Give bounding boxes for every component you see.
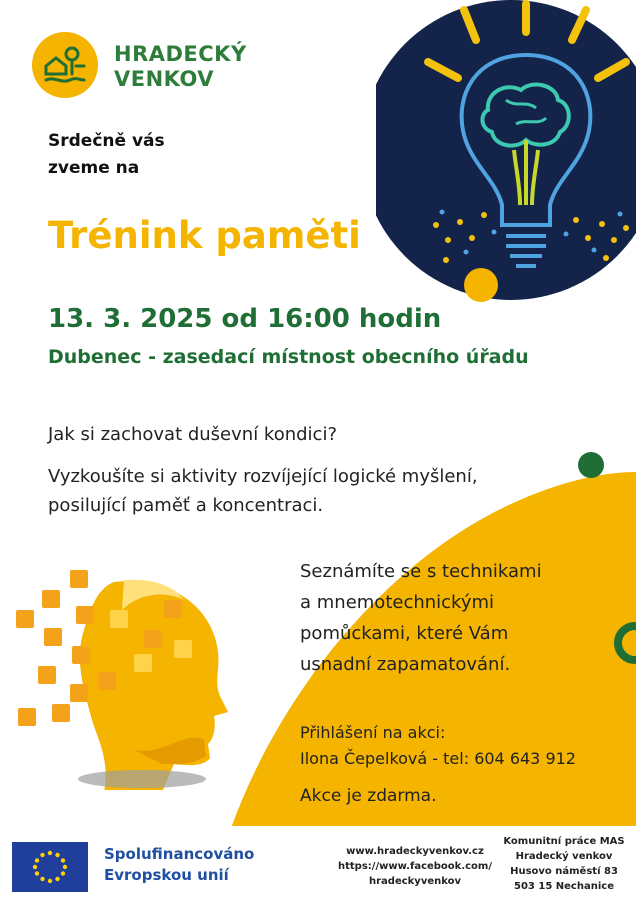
address-line-1: Komunitní práce MAS [503, 836, 625, 847]
address-line-2: Hradecký venkov [515, 851, 613, 862]
lightbulb-brain-illustration [376, 0, 636, 310]
eu-flag-icon [12, 842, 88, 892]
techniques-line-4: usnadní zapamatování. [300, 654, 511, 675]
web-links [330, 844, 500, 889]
body-text [48, 462, 568, 520]
head-pixel-illustration [14, 560, 244, 790]
contact-address [494, 834, 634, 894]
intro-text [48, 128, 165, 182]
facebook-link-handle[interactable]: hradeckyvenkov [368, 876, 462, 887]
event-date-time: 13. 3. 2025 od 16:00 hodin [48, 304, 442, 334]
eu-cofinanced-text [104, 844, 254, 886]
free-entry-text: Akce je zdarma. [300, 786, 437, 806]
address-line-4: 503 15 Nechanice [514, 881, 614, 892]
intro-line-2: zveme na [48, 158, 140, 178]
yellow-dot [464, 268, 498, 302]
body-line-2: posilující paměť a koncentraci. [48, 495, 324, 516]
facebook-link[interactable]: https://www.facebook.com/ [338, 861, 492, 872]
techniques-line-2: a mnemotechnickými [300, 592, 495, 613]
techniques-line-1: Seznámíte se s technikami [300, 561, 542, 582]
registration-info [300, 720, 576, 772]
techniques-line-3: pomůckami, které Vám [300, 623, 509, 644]
head-shadow [78, 770, 206, 788]
address-line-3: Husovo náměstí 83 [510, 866, 618, 877]
techniques-text [300, 556, 620, 680]
event-title: Trénink paměti [48, 214, 361, 257]
brand-line-2: VENKOV [114, 67, 215, 91]
logo-house-tree-icon [32, 32, 98, 98]
eu-line-2: Evropskou unií [104, 866, 229, 884]
question-text: Jak si zachovat duševní kondici? [48, 424, 337, 445]
event-location: Dubenec - zasedací místnost obecního úřadu [48, 346, 529, 368]
website-link[interactable]: www.hradeckyvenkov.cz [346, 846, 484, 857]
intro-line-1: Srdečně vás [48, 131, 165, 151]
body-line-1: Vyzkoušíte si aktivity rozvíjející logické myšlení, [48, 466, 478, 487]
registration-label: Přihlášení na akci: [300, 723, 446, 742]
registration-contact: Ilona Čepelková - tel: 604 643 912 [300, 749, 576, 768]
green-dot [578, 452, 604, 478]
brand-name [114, 42, 247, 92]
brand-line-1: HRADECKÝ [114, 42, 247, 66]
eu-line-1: Spolufinancováno [104, 845, 255, 863]
